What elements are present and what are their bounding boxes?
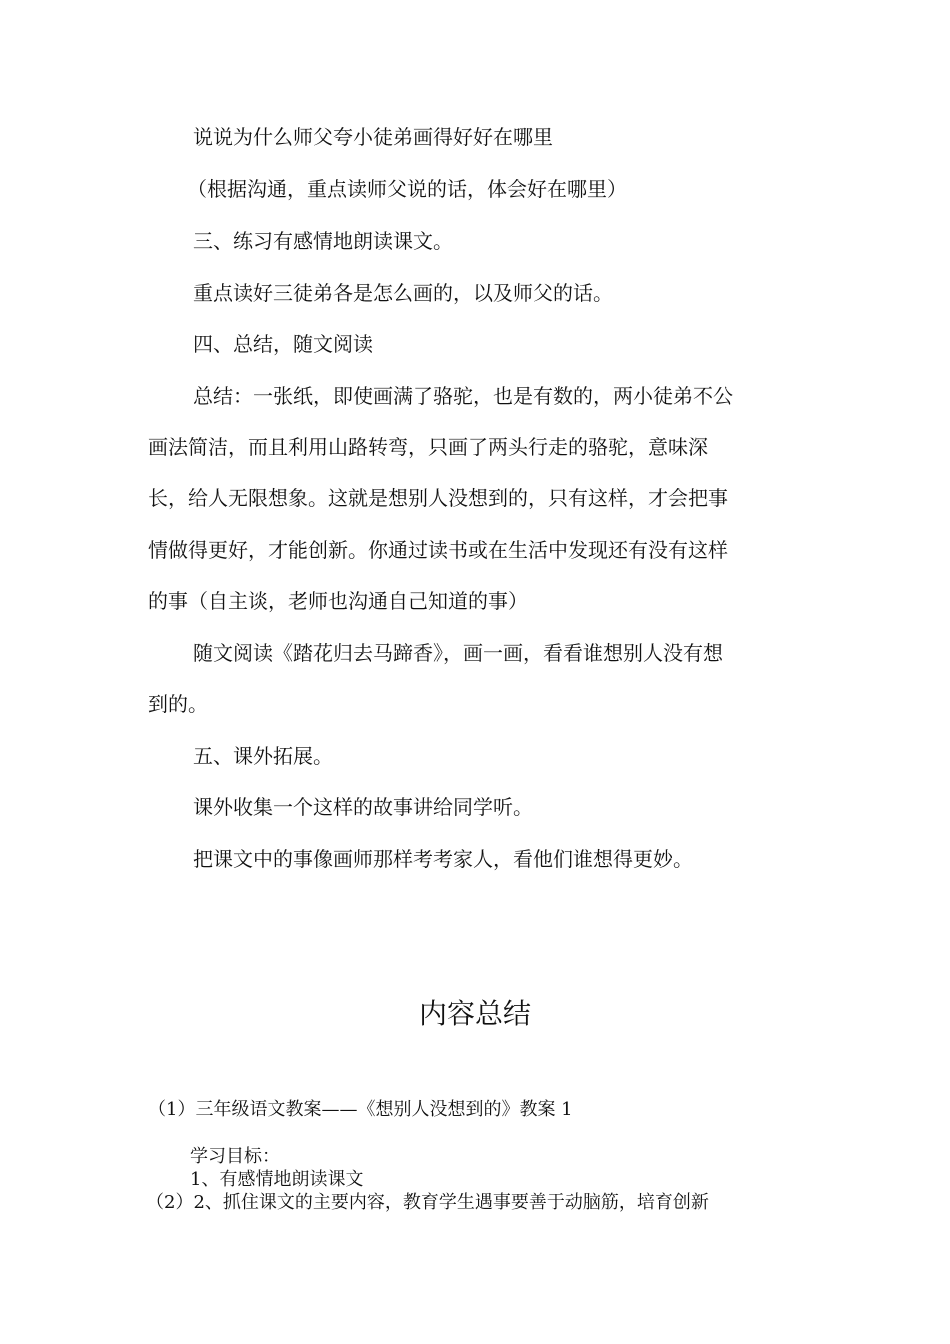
section-heading-three: 三、练习有感情地朗读课文。 [193, 229, 453, 253]
body-line: 画法简洁，而且利用山路转弯，只画了两头行走的骆驼，意味深 [148, 435, 708, 459]
summary-item: 学习目标： [190, 1146, 280, 1167]
body-line: 情做得更好，才能创新。你通过读书或在生活中发现还有没有这样 [148, 538, 728, 562]
body-line: 说说为什么师父夸小徒弟画得好好在哪里 [193, 125, 553, 149]
body-line: 随文阅读《踏花归去马蹄香》，画一画，看看谁想别人没有想 [193, 641, 723, 665]
summary-item: （2）2、抓住课文的主要内容，教育学生遇事要善于动脑筋，培育创新 [146, 1192, 709, 1213]
body-line: 总结：一张纸，即使画满了骆驼，也是有数的，两小徒弟不公 [193, 384, 733, 408]
body-line: （根据沟通，重点读师父说的话，体会好在哪里） [187, 177, 627, 201]
body-line: 的事（自主谈，老师也沟通自己知道的事） [148, 589, 528, 613]
body-line: 把课文中的事像画师那样考考家人，看他们谁想得更妙。 [193, 847, 693, 871]
body-line: 重点读好三徒弟各是怎么画的，以及师父的话。 [193, 281, 613, 305]
section-heading-four: 四、总结，随文阅读 [193, 332, 373, 356]
summary-title: 内容总结 [418, 997, 531, 1030]
body-line: 到的。 [148, 692, 208, 716]
summary-item: 1、有感情地朗读课文 [190, 1169, 364, 1190]
summary-item: （1）三年级语文教案——《想别人没想到的》教案 1 [148, 1099, 573, 1120]
body-line: 课外收集一个这样的故事讲给同学听。 [193, 795, 533, 819]
section-heading-five: 五、课外拓展。 [193, 744, 333, 768]
body-line: 长，给人无限想象。这就是想别人没想到的，只有这样，才会把事 [148, 486, 728, 510]
